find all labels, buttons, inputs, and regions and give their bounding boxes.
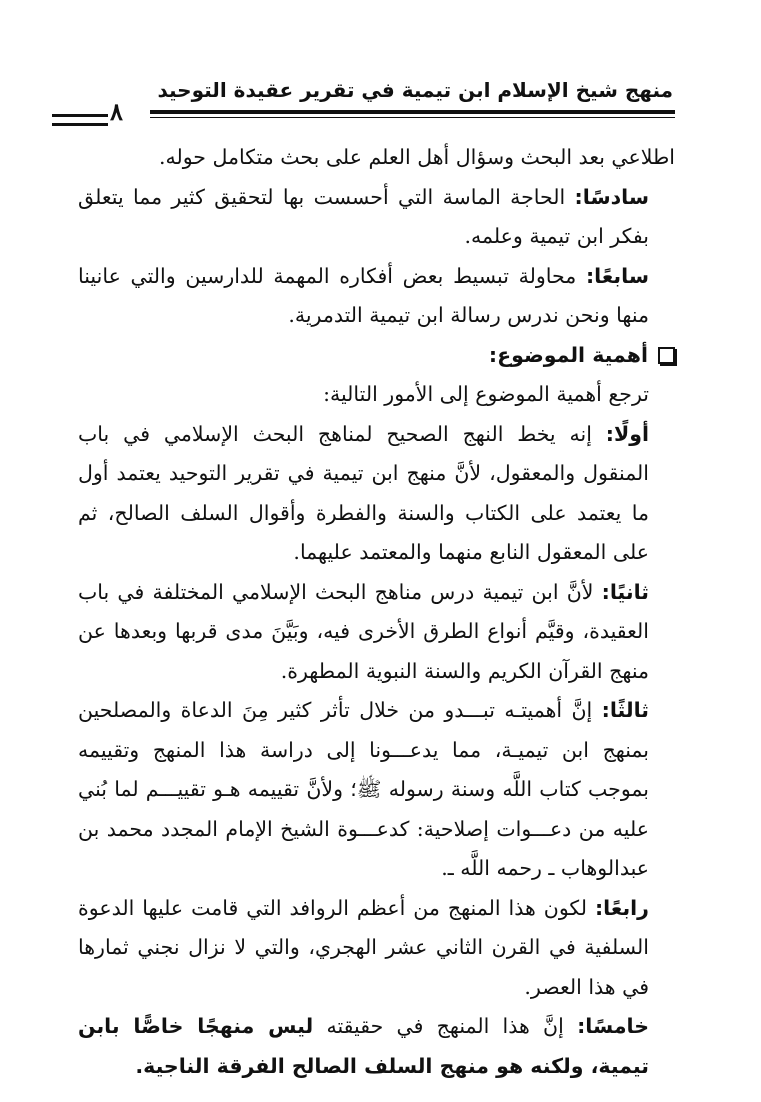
paragraph-second — [78, 573, 675, 692]
checkbox-square-icon — [658, 347, 675, 364]
paragraph-fourth — [78, 889, 675, 1008]
paragraph-text: إنَّ هذا المنهج في حقيقته — [326, 1014, 564, 1038]
paragraph-bold-text: ليس منهجًا خاصًّا بابن تيمية، ولكنه هو منهج السلف الصالح الفرقة الناجية. — [78, 1014, 649, 1078]
paragraph-lead: أولًا: — [605, 421, 649, 446]
paragraph-first — [78, 415, 675, 573]
page-number: ٨ — [110, 97, 123, 126]
paragraph-sixth — [78, 178, 675, 257]
paragraph-text: الحاجة الماسة التي أحسست بها لتحقيق كثير مما يتعلق بفكر ابن تيمية وعلمه. — [78, 184, 649, 248]
paragraph-text: لكون هذا المنهج من أعظم الروافد التي قامت عليها الدعوة السلفية في القرن الثاني عشر الهجري، والتي لا نزال نجني ثمارها في هذا العصر. — [78, 895, 649, 999]
paragraph-text: إنه يخط النهج الصحيح لمناهج البحث الإسلامي في باب المنقول والمعقول، لأنَّ منهج ابن تيمية في تقرير التوحيد يعتمد أول ما يعتمد على الكتاب والسنة والفطرة وأقوال السلف الصالح، ثم على المعقول النابع منهما والمعتمد عليهما. — [78, 421, 649, 564]
paragraph-lead: سابعًا: — [585, 263, 649, 288]
page-number-ornament — [52, 114, 108, 132]
paragraph-text: لأنَّ ابن تيمية درس مناهج البحث الإسلامي المختلفة في باب العقيدة، وقيَّم أنواع الطرق الأخرى فيه، وبَيَّنَ مدى قربها وبعدها عن منهج القرآن الكريم والسنة النبوية المطهرة. — [78, 579, 649, 683]
paragraph-lead: سادسًا: — [574, 184, 649, 209]
paragraph-text: إنَّ أهميتـه تبـــدو من خلال تأثر كثير مِنَ الدعاة والمصلحين بمنهج ابن تيميـة، مما يدعـــونا إلى دراسة هذا المنهج وتقييمه بموجب كتاب اللَّه وسنة رسوله ﷺ؛ ولأنَّ تقييمه هـو تقييـــم لما بُني عليه من دعـــوات إصلاحية: كدعـــوة الشيخ الإمام المجدد محمد بن عبدالوهاب ـ رحمه اللَّه ـ. — [78, 698, 649, 880]
header-rule-thick — [150, 110, 675, 114]
section-heading-text: أهمية الموضوع: — [488, 342, 648, 367]
paragraph-fifth — [78, 1007, 675, 1086]
paragraph-lead: رابعًا: — [594, 895, 649, 920]
paragraph-seventh — [78, 257, 675, 336]
section-heading — [78, 336, 675, 376]
paragraph-text: محاولة تبسيط بعض أفكاره المهمة للدارسين والتي عانينا منها ونحن ندرس رسالة ابن تيمية التدمرية. — [78, 263, 649, 327]
paragraph-third — [78, 691, 675, 889]
paragraph-lead: ثالثًا: — [601, 698, 649, 722]
paragraph-lead: خامسًا: — [577, 1014, 649, 1038]
intro-line: ترجع أهمية الموضوع إلى الأمور التالية: — [323, 382, 649, 406]
header-rule-thin — [150, 117, 675, 118]
running-title: منهج شيخ الإسلام ابن تيمية في تقرير عقيدة التوحيد — [157, 78, 673, 102]
paragraph-lead: ثانيًا: — [601, 579, 649, 604]
body-text — [78, 138, 675, 1086]
paragraph-continuation: اطلاعي بعد البحث وسؤال أهل العلم على بحث متكامل حوله. — [158, 145, 675, 169]
